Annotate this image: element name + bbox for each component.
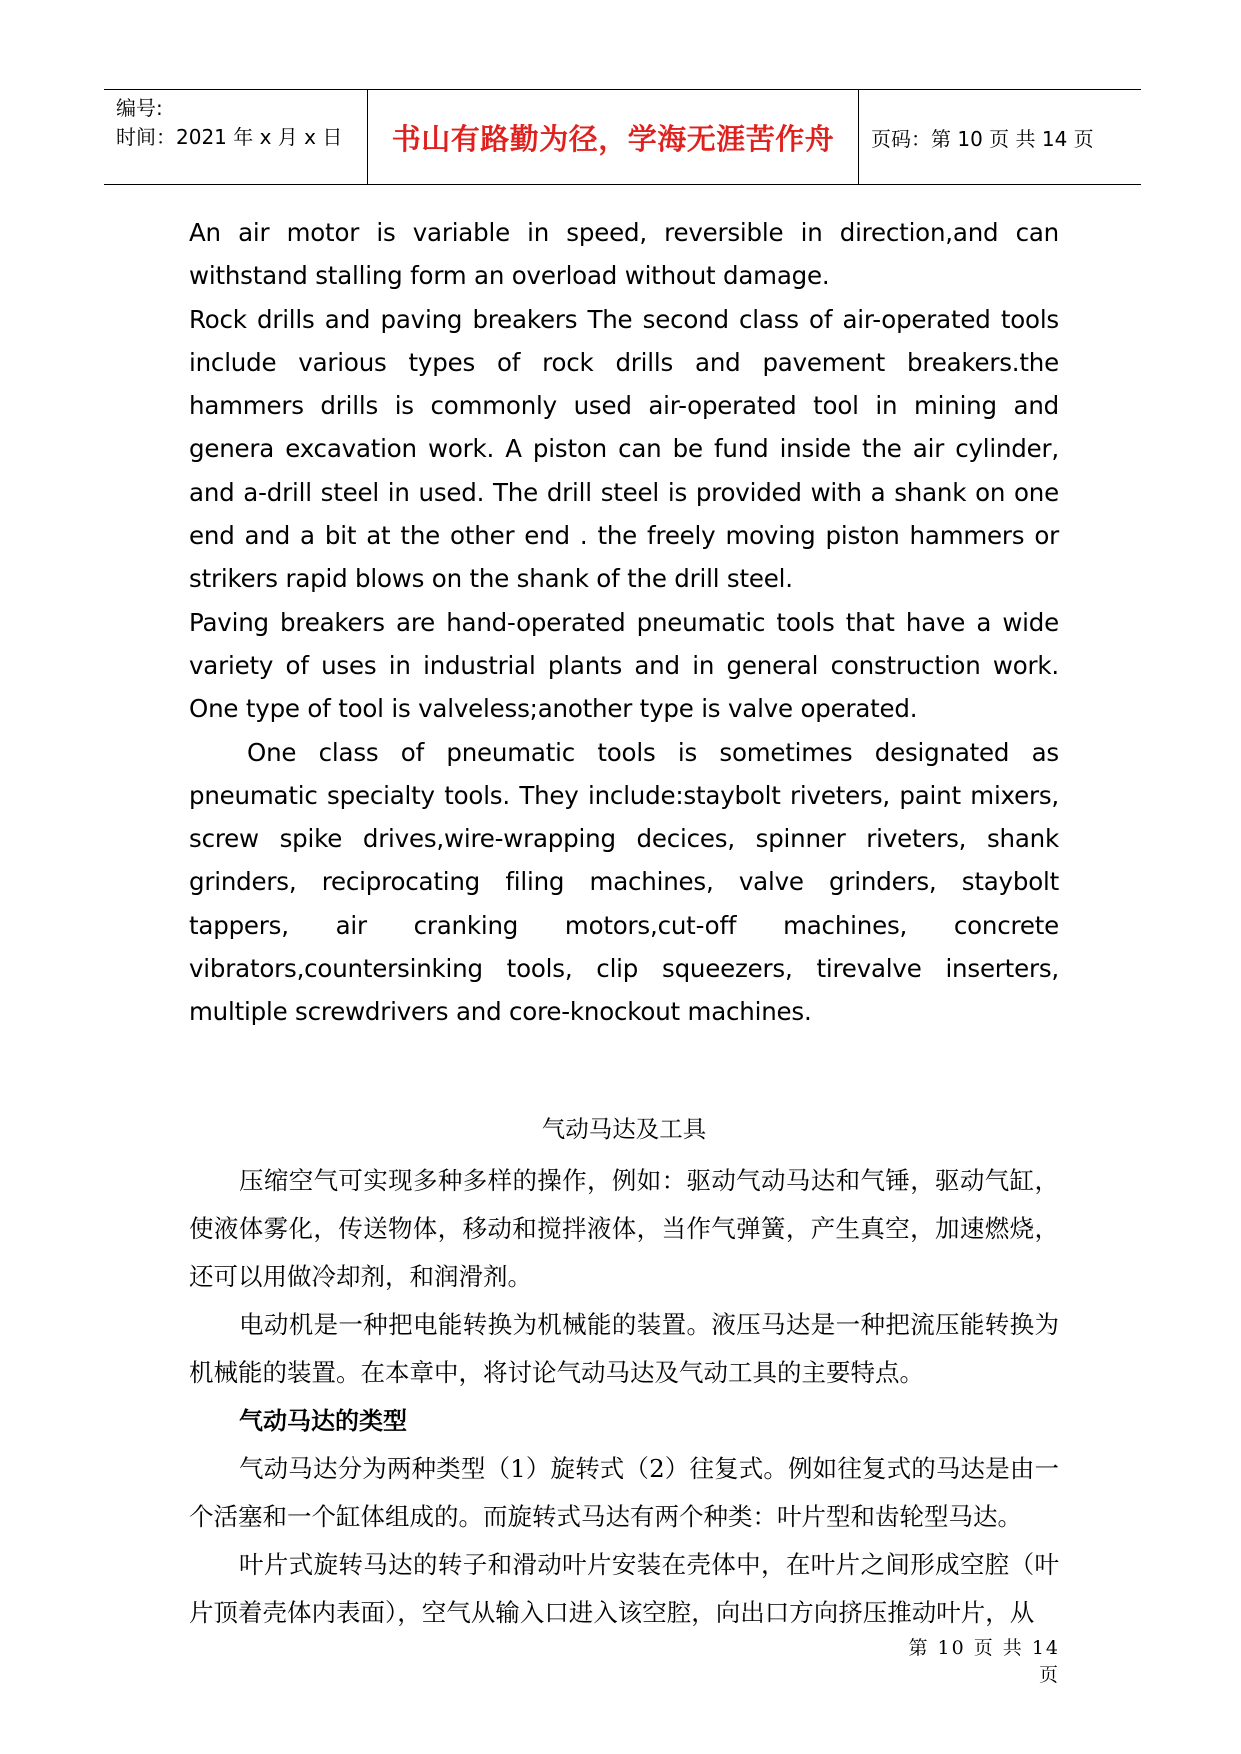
page-footer: 第 10 页 共 14 页: [908, 1637, 1060, 1686]
english-paragraph: An air motor is variable in speed, reversible in direction,and can withstand stalling form an overload without damage.: [189, 218, 1059, 291]
chinese-paragraph: 气动马达分为两种类型（1）旋转式（2）往复式。例如往复式的马达是由一个活塞和一个缸体组成的。而旋转式马达有两个种类：叶片型和齿轮型马达。: [189, 1453, 1059, 1531]
chinese-paragraph: 电动机是一种把电能转换为机械能的装置。液压马达是一种把流压能转换为机械能的装置。在本章中，将讨论气动马达及气动工具的主要特点。: [189, 1309, 1059, 1387]
english-paragraph: Paving breakers are hand-operated pneumatic tools that have a wide variety of uses in industrial plants and in general construction work. One type of tool is valveless;another type is valve operated.: [189, 607, 1059, 724]
chinese-paragraph: 叶片式旋转马达的转子和滑动叶片安装在壳体中，在叶片之间形成空腔（叶片顶着壳体内表面），空气从输入口进入该空腔，向出口方向挤压推动叶片，从: [189, 1549, 1059, 1627]
chinese-subheading: 气动马达的类型: [239, 1405, 407, 1435]
header-meta: [104, 90, 368, 184]
document-number-label: 编号:: [116, 96, 163, 120]
header-page-info: 页码：第 10 页 共 14 页: [871, 126, 1094, 151]
page-header: [104, 89, 1141, 185]
english-section: [189, 211, 1059, 1034]
chinese-section: [189, 1157, 1059, 1637]
document-time-label: 时间：2021 年 x 月 x 日: [116, 125, 343, 149]
chinese-section-title: 气动马达及工具: [541, 1114, 707, 1143]
english-paragraph: Rock drills and paving breakers The second class of air-operated tools include various types of rock drills and pavement breakers.the hammers drills is commonly used air-operated tool in mining and genera excavation work. A piston can be fund inside the air cylinder, and a-drill steel in used. The drill steel is provided with a shank on one end and a bit at the other end . the freely moving piston hammers or strikers rapid blows on the shank of the drill steel.: [189, 304, 1059, 594]
chinese-paragraph: 压缩空气可实现多种多样的操作，例如：驱动气动马达和气锤，驱动气缸，使液体雾化，传送物体，移动和搅拌液体，当作气弹簧，产生真空，加速燃烧，还可以用做冷却剂，和润滑剂。: [189, 1165, 1059, 1291]
document-body: [189, 211, 1059, 1637]
header-motto: 书山有路勤为径，学海无涯苦作舟: [368, 90, 859, 184]
english-paragraph: One class of pneumatic tools is sometimes designated as pneumatic specialty tools. They include:staybolt riveters, paint mixers, screw spike drives,wire-wrapping decices, spinner riveters, shank grinders, reciprocating filing machines, valve grinders, staybolt tappers, air cranking motors,cut-off machines, concrete vibrators,countersinking tools, clip squeezers, tirevalve inserters, multiple screwdrivers and core-knockout machines.: [189, 737, 1059, 1027]
